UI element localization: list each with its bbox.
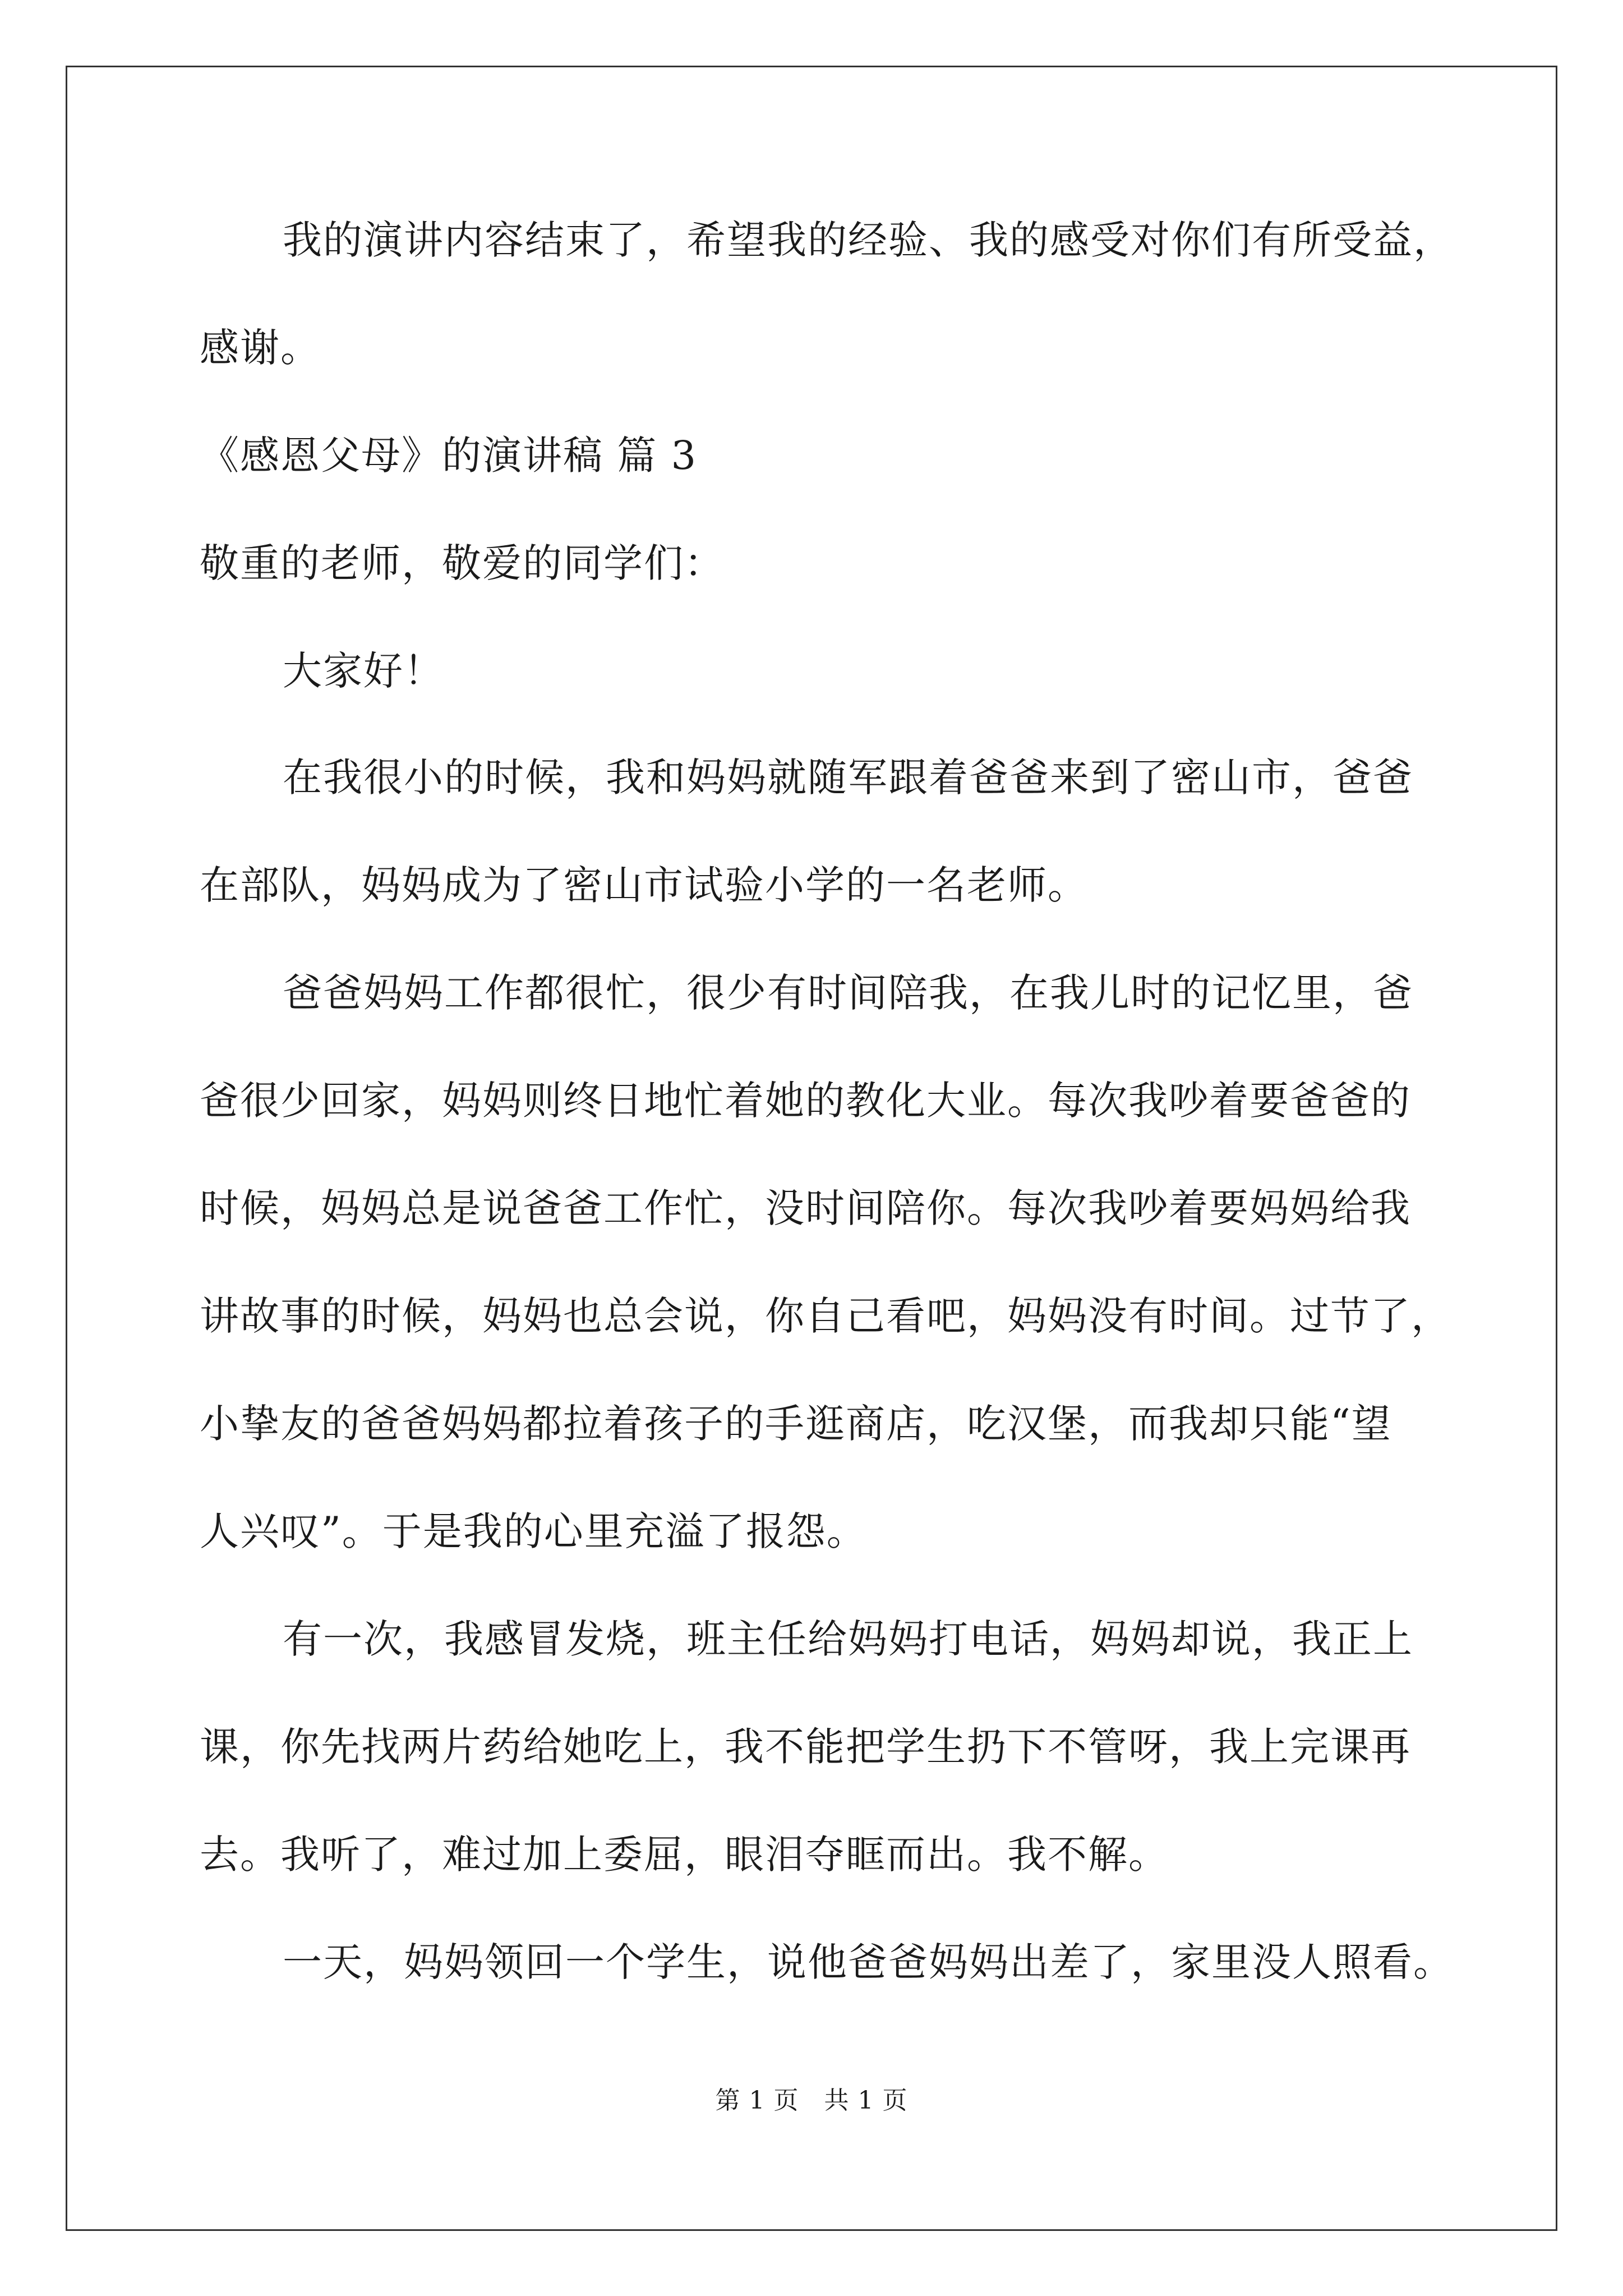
page-border xyxy=(66,66,1557,2231)
paragraph-line: 课，你先找两片药给她吃上，我不能把学生扔下不管呀，我上完课再 xyxy=(200,1724,1411,1770)
paragraph-line: 在部队，妈妈成为了密山市试验小学的一名老师。 xyxy=(200,862,1088,908)
paragraph-line: 一天，妈妈领回一个学生，说他爸爸妈妈出差了，家里没人照看。 xyxy=(283,1939,1454,1985)
paragraph-line: 讲故事的时候，妈妈也总会说，你自己看吧，妈妈没有时间。过节了， xyxy=(200,1293,1451,1339)
greeting: 大家好！ xyxy=(283,648,444,694)
paragraph-line: 去。我听了，难过加上委屈，眼泪夺眶而出。我不解。 xyxy=(200,1832,1169,1878)
paragraph-line: 有一次，我感冒发烧，班主任给妈妈打电话，妈妈却说，我正上 xyxy=(283,1616,1413,1662)
paragraph-line: 人兴叹”。于是我的心里充溢了报怨。 xyxy=(200,1508,867,1554)
paragraph-line: 小挚友的爸爸妈妈都拉着孩子的手逛商店，吃汉堡，而我却只能“望 xyxy=(200,1401,1392,1447)
page-number-footer: 第 1 页 共 1 页 xyxy=(715,2086,908,2115)
paragraph-line: 在我很小的时候，我和妈妈就随军跟着爸爸来到了密山市，爸爸 xyxy=(283,754,1413,800)
paragraph-line: 爸爸妈妈工作都很忙，很少有时间陪我，在我儿时的记忆里，爸 xyxy=(283,970,1413,1016)
paragraph-line: 感谢。 xyxy=(200,325,321,371)
paragraph-line: 时候，妈妈总是说爸爸工作忙，没时间陪你。每次我吵着要妈妈给我 xyxy=(200,1185,1411,1231)
paragraph-line: 我的演讲内容结束了，希望我的经验、我的感受对你们有所受益， xyxy=(283,217,1454,263)
paragraph-line: 爸很少回家，妈妈则终日地忙着她的教化大业。每次我吵着要爸爸的 xyxy=(200,1078,1411,1124)
section-heading: 《感恩父母》的演讲稿 篇 3 xyxy=(200,432,698,478)
salutation: 敬重的老师，敬爱的同学们： xyxy=(200,540,725,586)
